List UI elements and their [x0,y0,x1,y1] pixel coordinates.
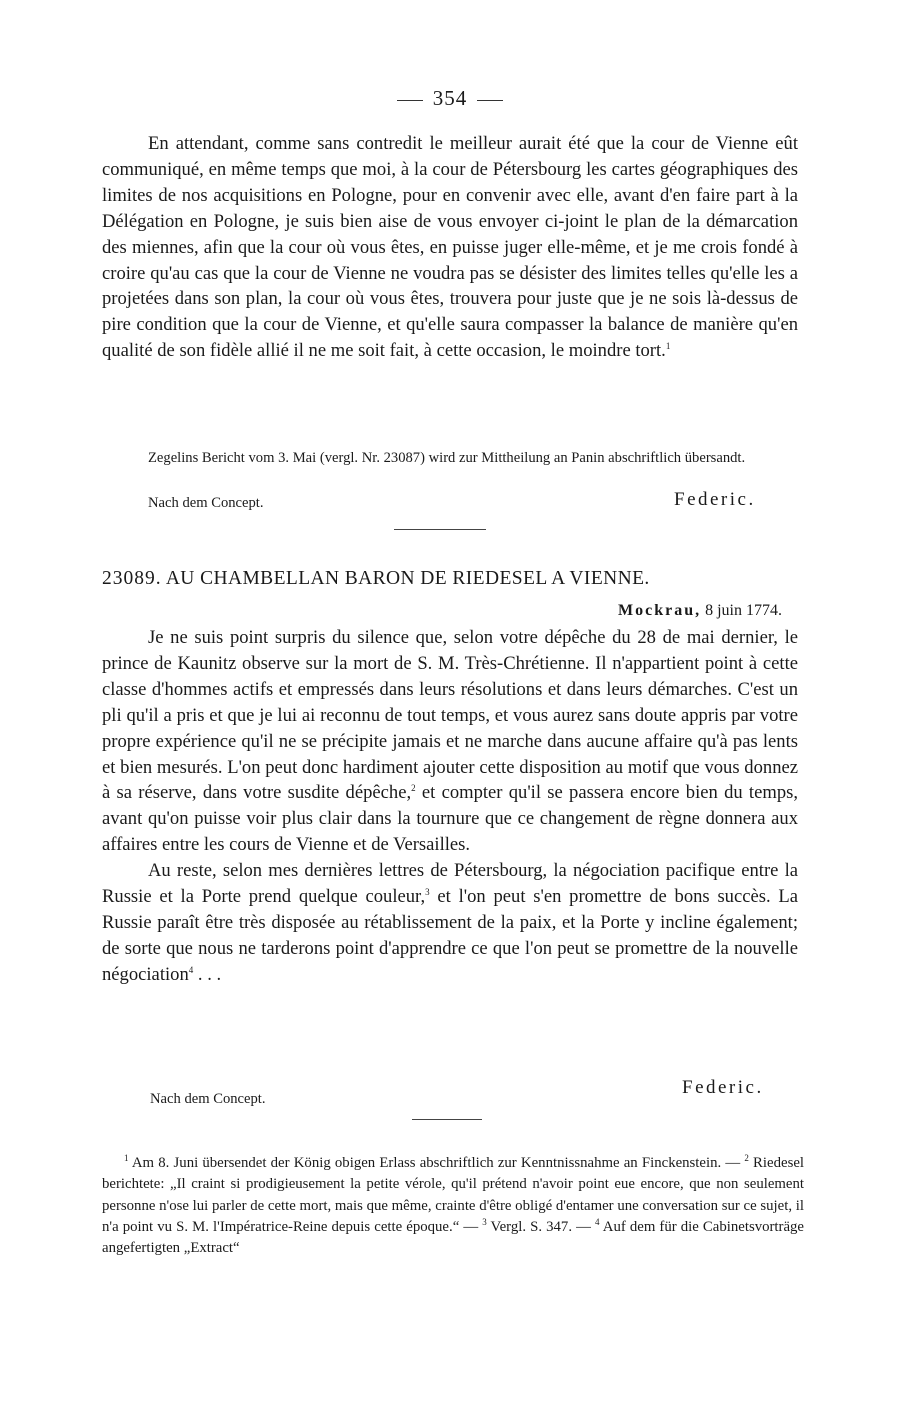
section-divider [394,529,486,530]
footnote-marker: 4 [188,964,194,975]
paragraph-text: Je ne suis point surpris du silence que, selon votre dépêche du 28 de mai dernier, le prince de Kaunitz observe sur la mort de S. M. Très-Chrétienne. Il n'appartient point à cette classe d'hommes actifs et empressés dans leurs résolutions et dans leurs démarches. C'est un pli qu'il a pris et que je lui ai reconnu de tout temps, et vous aurez sans doute appris par votre propre expérience qu'il ne se précipite jamais et ne marche dans aucune affaire qu'à pas lents et bien mesurés. L'on peut donc hardiment ajouter cette disposition au motif que vous donnez à sa réserve, dans votre susdite dépêche, [102,627,798,804]
page-number: 354 [432,86,468,110]
header-dash-right [477,100,503,101]
footnote-3-text: Vergl. S. 347. — [486,1218,595,1235]
letter-continuation-paragraph [102,131,798,364]
paragraph-text: et l'on peut s'en promettre de bons succès. La Russie paraît être très disposée au rétablissement de la paix, et la Porte y incline également; de sorte que nous ne tarderons point d'apprendre ce que l'on peut se promettre de la nouvelle négociation [102,886,798,985]
date-place: Mockrau, [618,602,702,619]
footnote-marker: 1 [665,341,671,352]
footnote-marker: 4 [595,1216,600,1227]
date: 8 juin 1774. [705,602,782,619]
footnotes [102,1153,804,1259]
footnote-marker: 3 [425,886,430,897]
dateline [618,602,782,620]
footnote-marker: 2 [411,783,416,794]
footnote-4-text: Auf dem für die Cabinetsvorträge angefertigten „Extract“ [102,1218,805,1257]
letter-title: AU CHAMBELLAN BARON DE RIEDESEL A VIENNE. [165,568,650,589]
footnote-marker: 2 [744,1153,749,1164]
footnote-divider [412,1119,482,1120]
footnote-1-text: Am 8. Juni übersendet der König obigen Erlass abschriftlich zur Kenntnissnahme an Finckenstein. — [131,1155,745,1171]
signature: Federic. [682,1077,764,1098]
source-note: Nach dem Concept. [150,1091,266,1107]
letter-continuation [102,131,798,364]
paragraph-text: En attendant, comme sans contredit le meilleur aurait été que la cour de Vienne eût communiqué, en même temps que moi, à la cour de Pétersbourg les cartes géographiques des limites de nos acquisitions en Pologne, pour en convenir avec elle, avant d'en faire part à la Délégation en Pologne, je suis bien aise de vous envoyer ci-joint le plan de la démarcation des miennes, afin que la cour où vous êtes, en puisse juger elle-même, et je me crois fondé à croire qu'au cas que la cour de Vienne ne voudra pas se désister des limites telles qu'elle les a projetées dans son plan, la cour où vous êtes, trouvera pour juste que je ne sois là-dessus de pire condition que la cour de Vienne, et qu'elle saura compasser la balance de manière qu'en qualité de son fidèle allié il ne me soit fait, à cette occasion, le moindre tort. [102,133,798,362]
paragraph-text: . . . [193,963,222,985]
page-header [0,86,900,111]
footnote-marker: 1 [124,1153,129,1164]
paragraph-text: Au reste, selon mes dernières lettres de Pétersbourg, la négociation pacifique entre la Russie et la Porte prend quelque couleur, [102,860,798,908]
paragraph-text: et compter qu'il se passera encore bien du temps, avant qu'on puisse voir plus clair dans la tournure que ce changement de règne donnera aux affaires entre les cours de Vienne et de Versailles. [102,782,798,856]
signature: Federic. [674,489,756,510]
zegelin-note [102,448,800,469]
letter-paragraph-2 [102,858,798,988]
footnote-marker: 3 [482,1216,487,1227]
source-note: Nach dem Concept. [148,495,264,511]
footnote-2-text: Riedesel berichtete: „Il craint si prodigieusement la petite vérole, qu'il prétend n'avoir point eue encore, que non seulement personne n'ose lui parler de cette mort, mais que même, crainte d'être obligé d'entamer une conversation sur ce sujet, il n'a point vu S. M. l'Impératrice-Reine depuis cette époque.“ — [102,1155,805,1235]
letter-paragraph-1 [102,625,798,858]
letter-body [102,625,798,988]
letter-number: 23089. [102,568,162,589]
letter-heading [102,568,802,590]
footnote-text [102,1153,804,1259]
header-dash-left [397,100,423,101]
zegelin-note-text: Zegelins Bericht vom 3. Mai (vergl. Nr. 23087) wird zur Mittheilung an Panin abschriftlich übersandt. [148,450,746,466]
